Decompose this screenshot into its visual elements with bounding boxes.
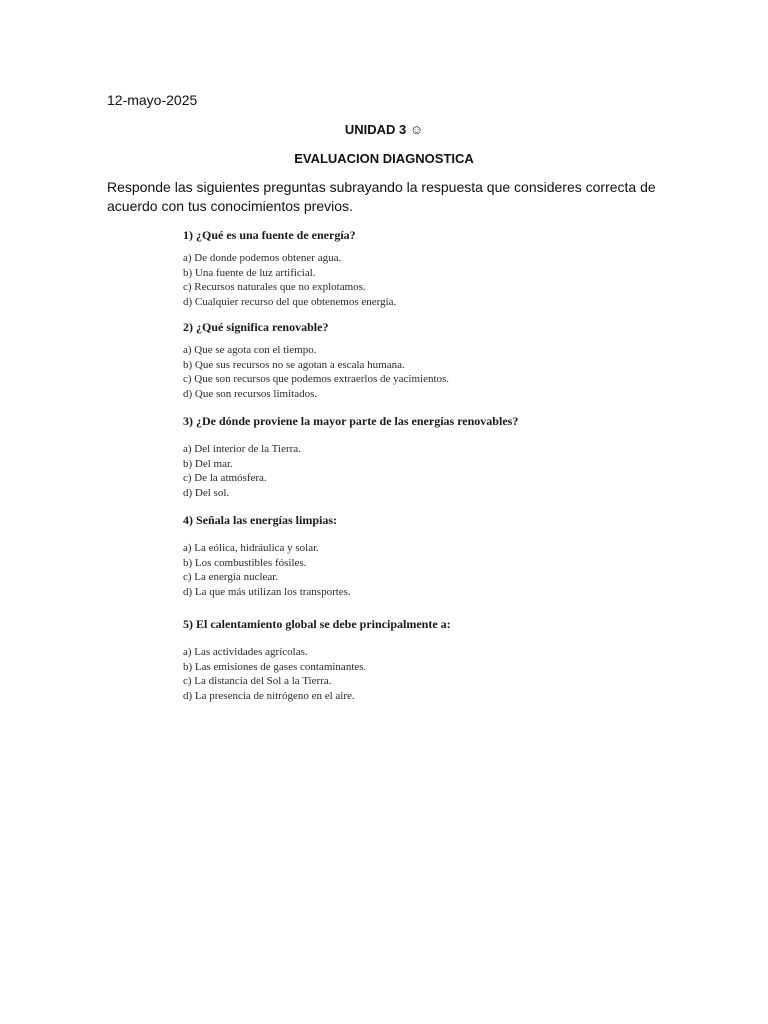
option-a: a) Las actividades agrícolas. xyxy=(183,646,308,658)
options-list xyxy=(183,251,396,309)
option-d: d) La que más utilizan los transportes. xyxy=(183,585,351,598)
option-b: b) Los combustibles fósiles. xyxy=(183,556,307,569)
unit-title: UNIDAD 3 ☺ xyxy=(344,122,424,137)
question-5 xyxy=(183,617,451,703)
option-d: d) Cualquier recurso del que obtenemos energía. xyxy=(183,295,397,308)
options-list xyxy=(183,442,518,500)
option-c: c) La distancia del Sol a la Tierra. xyxy=(183,675,332,687)
option-a: a) Del interior de la Tierra. xyxy=(183,443,301,455)
option-d: d) La presencia de nitrógeno en el aire. xyxy=(183,689,355,702)
question-2 xyxy=(183,320,449,401)
option-c: c) Que son recursos que podemos extraerlos de yacimientos. xyxy=(183,373,450,385)
document-date: 12-mayo-2025 xyxy=(107,92,198,108)
option-b: b) Las emisiones de gases contaminantes. xyxy=(183,660,367,673)
instructions-paragraph: Responde las siguientes preguntas subrayando la respuesta que consideres correcta de acuerdo con tus conocimientos previos. xyxy=(107,179,656,214)
option-b: b) Una fuente de luz artificial. xyxy=(183,266,316,279)
options-list xyxy=(183,343,449,401)
option-b: b) Que sus recursos no se agotan a escala humana. xyxy=(183,358,405,371)
option-d: d) Que son recursos limitados. xyxy=(183,387,318,400)
option-a: a) Que se agota con el tiempo. xyxy=(183,344,317,356)
option-d: d) Del sol. xyxy=(183,486,230,499)
options-list xyxy=(183,541,351,599)
option-a: a) De donde podemos obtener agua. xyxy=(183,252,342,264)
question-3 xyxy=(183,414,518,500)
question-title: 2) ¿Qué significa renovable? xyxy=(183,320,329,334)
option-a: a) La eólica, hidráulica y solar. xyxy=(183,542,319,554)
question-title: 3) ¿De dónde proviene la mayor parte de las energías renovables? xyxy=(183,414,519,428)
evaluation-title: EVALUACION DIAGNOSTICA xyxy=(294,151,474,166)
question-1 xyxy=(183,228,396,309)
option-c: c) De la atmósfera. xyxy=(183,472,267,484)
question-title: 1) ¿Qué es una fuente de energía? xyxy=(183,228,356,242)
question-title: 5) El calentamiento global se debe principalmente a: xyxy=(183,617,451,631)
option-c: c) La energía nuclear. xyxy=(183,571,279,583)
question-title: 4) Señala las energías limpias: xyxy=(183,513,338,527)
question-4 xyxy=(183,513,351,599)
option-b: b) Del mar. xyxy=(183,457,233,470)
options-list xyxy=(183,645,451,703)
option-c: c) Recursos naturales que no explotamos. xyxy=(183,281,366,293)
